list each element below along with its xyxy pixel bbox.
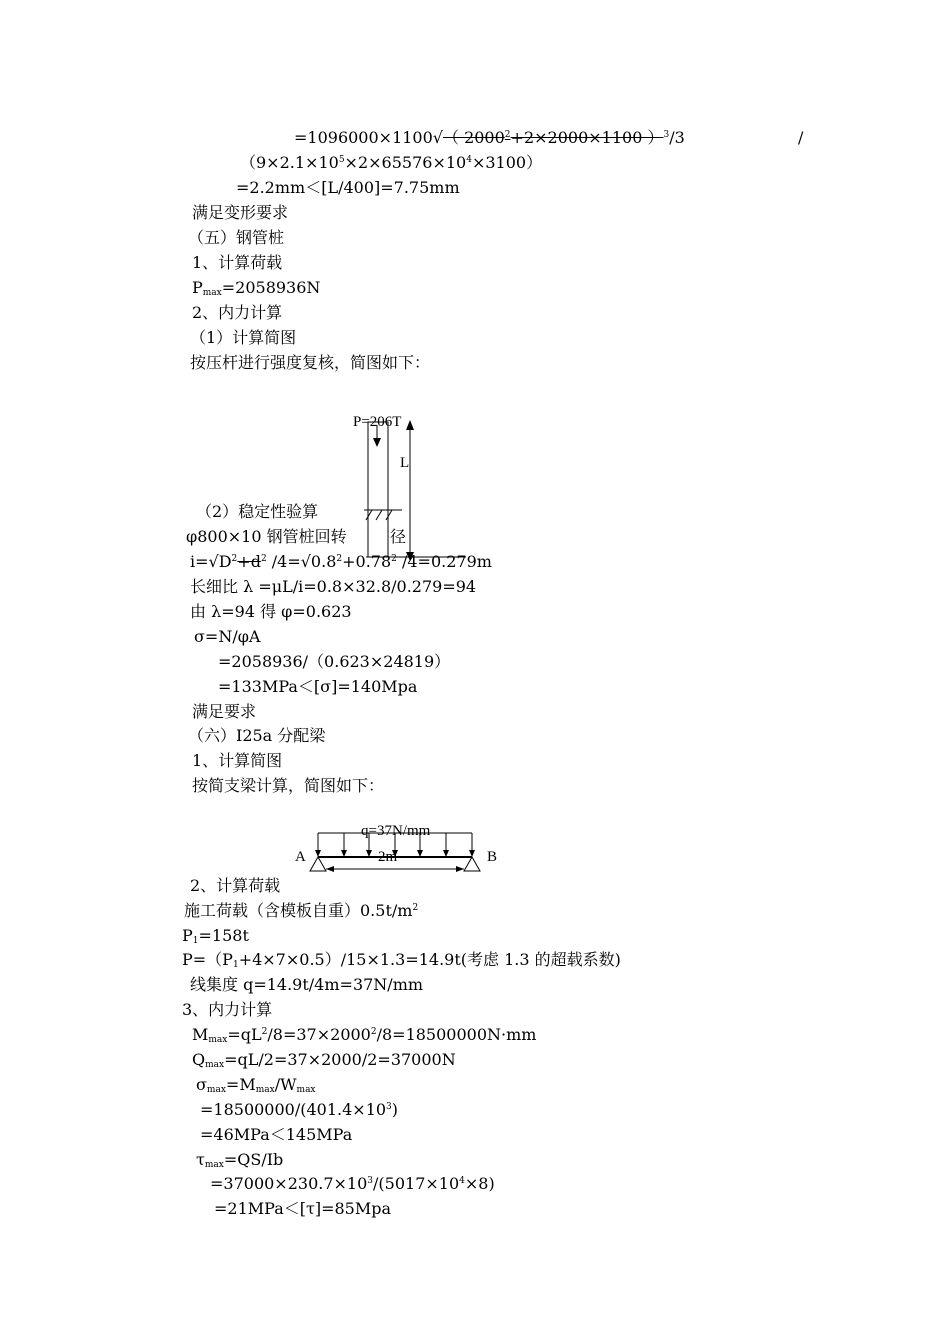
section5-heading: （五）钢管桩 bbox=[188, 228, 285, 247]
pile-length-label: L bbox=[400, 455, 410, 471]
deflection-result: =2.2mm＜[L/400]=7.75mm bbox=[236, 178, 460, 197]
sigma-max-line bbox=[196, 1075, 316, 1095]
subscript: max bbox=[202, 288, 222, 298]
p-line bbox=[182, 950, 621, 970]
text-run: =18500000/(401.4×10 bbox=[200, 1100, 387, 1119]
stability-title: （2）稳定性验算 bbox=[196, 502, 319, 521]
qmax-line bbox=[192, 1050, 456, 1070]
text-run: =QS/Ib bbox=[223, 1150, 284, 1169]
text-run: /(5017×10 bbox=[373, 1174, 460, 1193]
text-run: P=（P bbox=[182, 950, 233, 969]
text-run: ×3100） bbox=[471, 153, 543, 172]
text-run: Q bbox=[192, 1050, 206, 1069]
sigma-def-line: σ=N/φA bbox=[194, 627, 261, 646]
text-run: σ bbox=[196, 1075, 207, 1094]
superscript: 2 bbox=[336, 554, 343, 564]
text-run: τ bbox=[196, 1150, 205, 1169]
section5-diagram-title: （1）计算简图 bbox=[190, 328, 297, 347]
subscript: max bbox=[205, 1060, 225, 1070]
subscript: max bbox=[206, 1085, 226, 1095]
load-arrowhead bbox=[341, 850, 347, 857]
pile-load-label: P=206T bbox=[353, 414, 402, 430]
beam-load-label: q=37N/mm bbox=[361, 823, 431, 839]
subscript: max bbox=[296, 1085, 316, 1095]
section5-conclusion: 满足要求 bbox=[192, 702, 257, 721]
text-run: ) bbox=[391, 1100, 399, 1119]
section5-diagram-desc: 按压杆进行强度复核，简图如下： bbox=[190, 353, 431, 372]
p1-line bbox=[182, 926, 249, 946]
sigma-max-calc bbox=[200, 1100, 398, 1120]
section5-force-title: 2、内力计算 bbox=[192, 303, 283, 322]
text-run: ×8) bbox=[464, 1174, 495, 1193]
superscript: 2 bbox=[504, 130, 511, 140]
support-b-label: B bbox=[487, 849, 498, 865]
superscript: 2 bbox=[260, 554, 267, 564]
span-arrow-left bbox=[326, 866, 334, 872]
sigma-result-line: =133MPa＜[σ]=140Mpa bbox=[218, 677, 418, 696]
span-arrow-right bbox=[456, 866, 464, 872]
deflection-conclusion: 满足变形要求 bbox=[192, 203, 289, 222]
slenderness-line: 长细比 λ =μL/i=0.8×32.8/0.279=94 bbox=[190, 577, 477, 596]
text-run: =qL bbox=[227, 1025, 262, 1044]
text-run: （ 2000 bbox=[442, 128, 505, 147]
text-run: /8=37×2000 bbox=[267, 1025, 371, 1044]
tau-max-result: =21MPa＜[τ]=85Mpa bbox=[214, 1199, 392, 1218]
load-arrowhead bbox=[366, 850, 372, 857]
load-arrowhead bbox=[443, 850, 449, 857]
text-run: =2058936N bbox=[221, 278, 321, 297]
text-run: P bbox=[182, 926, 193, 945]
subscript: max bbox=[255, 1085, 275, 1095]
text-run: P bbox=[192, 278, 203, 297]
section6-diagram-title: 1、计算简图 bbox=[192, 751, 283, 770]
load-arrowhead bbox=[469, 850, 475, 857]
superscript: 3 bbox=[386, 1102, 392, 1112]
section5-load-title: 1、计算荷载 bbox=[192, 253, 283, 272]
text-run: /4=√0.8 bbox=[266, 552, 337, 571]
deflection-slash: / bbox=[798, 128, 804, 147]
beam-span-label: 2m bbox=[378, 849, 398, 865]
text-run: +0.78 bbox=[342, 552, 392, 571]
subscript: 1 bbox=[192, 936, 199, 946]
section6-load-title: 2、计算荷载 bbox=[190, 876, 281, 895]
text-run: /W bbox=[274, 1075, 297, 1094]
text-run: =37000×230.7×10 bbox=[210, 1174, 368, 1193]
subscript: max bbox=[208, 1035, 228, 1045]
text-run: =1096000×1100√ bbox=[294, 128, 443, 147]
text-run: +4×7×0.5）/15×1.3=14.9t(考虑 1.3 的超载系数) bbox=[238, 950, 621, 969]
text-run: /8=18500000N·mm bbox=[376, 1025, 537, 1044]
load-arrowhead bbox=[315, 850, 321, 857]
mmax-line bbox=[192, 1025, 536, 1045]
superscript: 2 bbox=[370, 1027, 377, 1037]
text-run: /4=0.279m bbox=[396, 552, 492, 571]
radius-line-b: 径 bbox=[390, 527, 407, 546]
text-run: ×2×65576×10 bbox=[344, 153, 467, 172]
support-a-label: A bbox=[295, 849, 306, 865]
tau-max-calc bbox=[210, 1174, 495, 1194]
superscript: 2 bbox=[261, 1027, 268, 1037]
section6-heading: （六）I25a 分配梁 bbox=[188, 726, 326, 745]
text-run: =158t bbox=[198, 926, 249, 945]
text-run: +2×2000×1100 ） bbox=[510, 128, 664, 147]
support-b bbox=[464, 857, 480, 871]
superscript: 3 bbox=[663, 130, 670, 140]
sigma-calc-line: =2058936/（0.623×24819） bbox=[218, 652, 451, 671]
tau-max-line bbox=[196, 1150, 283, 1170]
text-run: +d bbox=[237, 552, 261, 571]
text-run: （9×2.1×10 bbox=[240, 153, 339, 172]
superscript: 4 bbox=[466, 155, 472, 165]
text-run: M bbox=[192, 1025, 209, 1044]
superscript: 3 bbox=[367, 1176, 374, 1186]
text-run: 施工荷载（含模板自重）0.5t/m bbox=[184, 901, 413, 920]
section6-force-title: 3、内力计算 bbox=[182, 1000, 273, 1019]
superscript: 2 bbox=[412, 903, 419, 913]
superscript: 2 bbox=[231, 554, 238, 564]
text-run: /3 bbox=[669, 128, 685, 147]
subscript: 1 bbox=[232, 960, 239, 970]
sigma-max-result: =46MPa＜145MPa bbox=[200, 1125, 353, 1144]
radius-line-a: φ800×10 钢管桩回转 bbox=[186, 527, 347, 546]
superscript: 2 bbox=[391, 554, 397, 564]
construction-load-line bbox=[184, 901, 418, 921]
phi-line: 由 λ=94 得 φ=0.623 bbox=[190, 602, 352, 621]
support-a bbox=[310, 857, 326, 871]
superscript: 4 bbox=[459, 1176, 465, 1186]
section6-diagram-desc: 按简支梁计算，简图如下： bbox=[192, 776, 385, 795]
load-arrowhead bbox=[417, 850, 423, 857]
text-run: =M bbox=[225, 1075, 256, 1094]
subscript: max bbox=[204, 1160, 224, 1170]
superscript: 5 bbox=[338, 155, 345, 165]
text-run: =qL/2=37×2000/2=37000N bbox=[224, 1050, 456, 1069]
line-load-line: 线集度 q=14.9t/4m=37N/mm bbox=[190, 975, 424, 994]
text-run: i=√D bbox=[190, 552, 232, 571]
